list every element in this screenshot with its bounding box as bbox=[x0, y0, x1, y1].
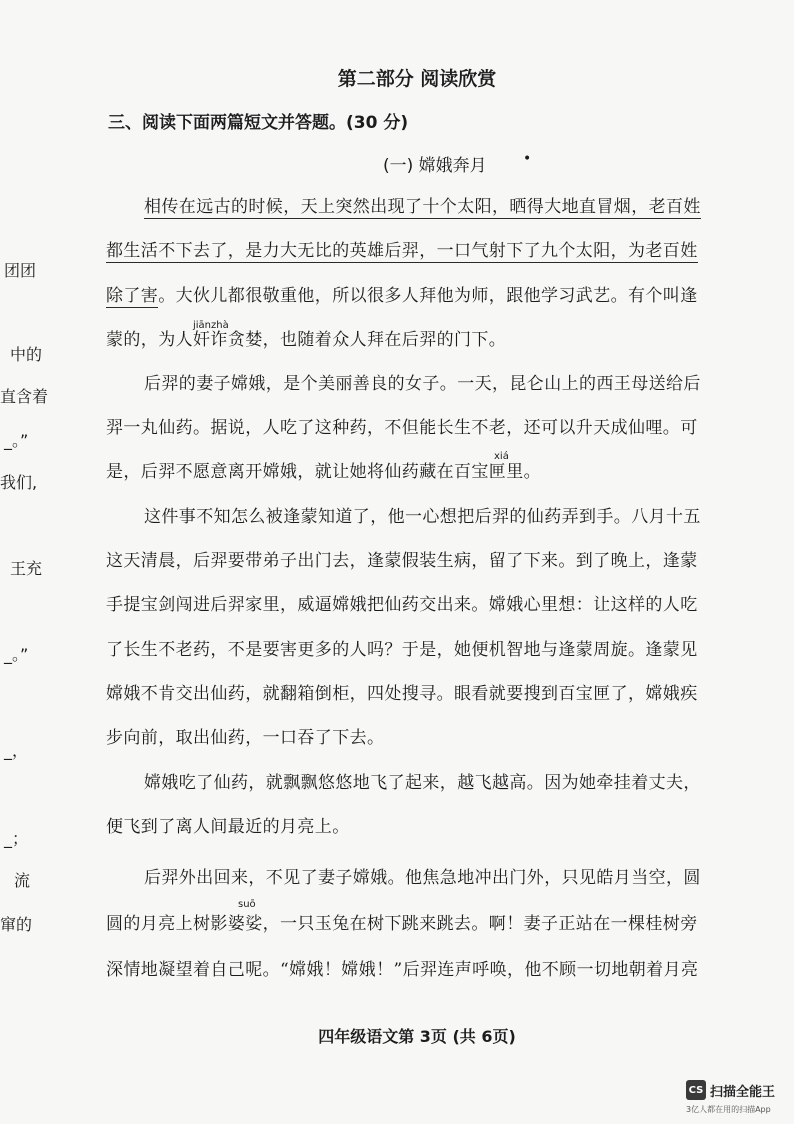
text-line: 深情地凝望着自己呢。“嫦娥！嫦娥！”后羿连声呼唤，他不顾一切地朝着月亮 bbox=[106, 960, 699, 980]
text-line bbox=[144, 194, 738, 220]
margin-fragment: _， bbox=[4, 741, 29, 760]
text-line bbox=[106, 238, 738, 264]
pinyin-annotation: jiānzhà bbox=[193, 320, 229, 331]
text-span: 贪婪，也随着众人拜在后羿的门下。 bbox=[227, 330, 507, 350]
camscanner-logo-icon: CS bbox=[686, 1080, 706, 1100]
section-heading: 三、阅读下面两篇短文并答题。(30 分) bbox=[108, 113, 409, 133]
pinyin-annotation: suō bbox=[238, 899, 256, 910]
text-line: 是，后羿不愿意离开嫦娥，就让她将仙药藏在百宝匣里。 bbox=[106, 462, 541, 482]
text-line: 羿一丸仙药。据说，人吃了这种药，不但能长生不老，还可以升天成仙哩。可 bbox=[106, 418, 698, 438]
stray-mark: • bbox=[523, 151, 532, 167]
text-line: 这件事不知怎么被逢蒙知道了，他一心想把后羿的仙药弄到手。八月十五 bbox=[144, 507, 701, 527]
margin-fragment: 我们, bbox=[0, 473, 38, 492]
pinyin-annotation: xiá bbox=[494, 451, 509, 462]
text-line: 便飞到了离人间最近的月亮上。 bbox=[106, 817, 350, 837]
margin-fragment: 中的 bbox=[10, 345, 43, 364]
text-line: 后羿外出回来，不见了妻子嫦娥。他焦急地冲出门外，只见皓月当空，圆 bbox=[144, 868, 701, 888]
underlined-text: 相传在远古的时候，天上突然出现了十个太阳，晒得大地直冒烟，老百姓 bbox=[144, 197, 701, 217]
text-line: 圆的月亮上树影婆娑，一只玉兔在树下跳来跳去。啊！妻子正站在一棵桂树旁 bbox=[106, 914, 698, 934]
scanner-watermark bbox=[686, 1080, 775, 1100]
part-title: 第二部分 阅读欣赏 bbox=[337, 68, 497, 90]
margin-fragment: 团团 bbox=[4, 261, 37, 280]
text-span: 蒙的，为人 bbox=[106, 330, 193, 350]
text-line: 嫦娥不肯交出仙药，就翻箱倒柜，四处搜寻。眼看就要搜到百宝匣了，嫦娥疾 bbox=[106, 684, 698, 704]
margin-fragment: _。” bbox=[4, 645, 29, 664]
margin-fragment: _。” bbox=[4, 431, 29, 450]
margin-fragment: 直含着 bbox=[0, 387, 49, 406]
annotated-word: jiānzhà 奸诈 bbox=[193, 327, 228, 353]
text-line bbox=[106, 320, 738, 353]
passage-title: (一) 嫦娥奔月 bbox=[383, 156, 487, 176]
text-line: 后羿的妻子嫦娥，是个美丽善良的女子。一天，昆仑山上的西王母送给后 bbox=[144, 374, 701, 394]
text-line: 嫦娥吃了仙药，就飘飘悠悠地飞了起来，越飞越高。因为她牵挂着丈夫， bbox=[144, 773, 701, 793]
margin-fragment: _； bbox=[4, 829, 29, 848]
text-line: 步向前，取出仙药，一口吞了下去。 bbox=[106, 728, 385, 748]
watermark-subtitle: 3亿人都在用的扫描App bbox=[686, 1105, 771, 1114]
page-footer: 四年级语文第 3页 (共 6页) bbox=[318, 1027, 516, 1046]
watermark-name: 扫描全能王 bbox=[710, 1084, 776, 1100]
text-line bbox=[106, 283, 738, 309]
underlined-text: 除了害 bbox=[106, 286, 159, 306]
underlined-text: 都生活不下去了，是力大无比的英雄后羿，一口气射下了九个太阳，为老百姓 bbox=[106, 241, 698, 261]
text-line: 了长生不老药，不是要害更多的人吗？于是，她便机智地与逢蒙周旋。逢蒙见 bbox=[106, 640, 698, 660]
text-line: 这天清晨，后羿要带弟子出门去，逢蒙假装生病，留了下来。到了晚上，逢蒙 bbox=[106, 551, 698, 571]
margin-fragment: 流 bbox=[14, 871, 31, 890]
margin-fragment: 窜的 bbox=[0, 915, 33, 934]
text-span: 。大伙儿都很敬重他，所以很多人拜他为师，跟他学习武艺。有个叫逢 bbox=[158, 286, 698, 306]
text-line: 手提宝剑闯进后羿家里，威逼嫦娥把仙药交出来。嫦娥心里想：让这样的人吃 bbox=[106, 595, 698, 615]
margin-fragment: 王充 bbox=[10, 559, 43, 578]
